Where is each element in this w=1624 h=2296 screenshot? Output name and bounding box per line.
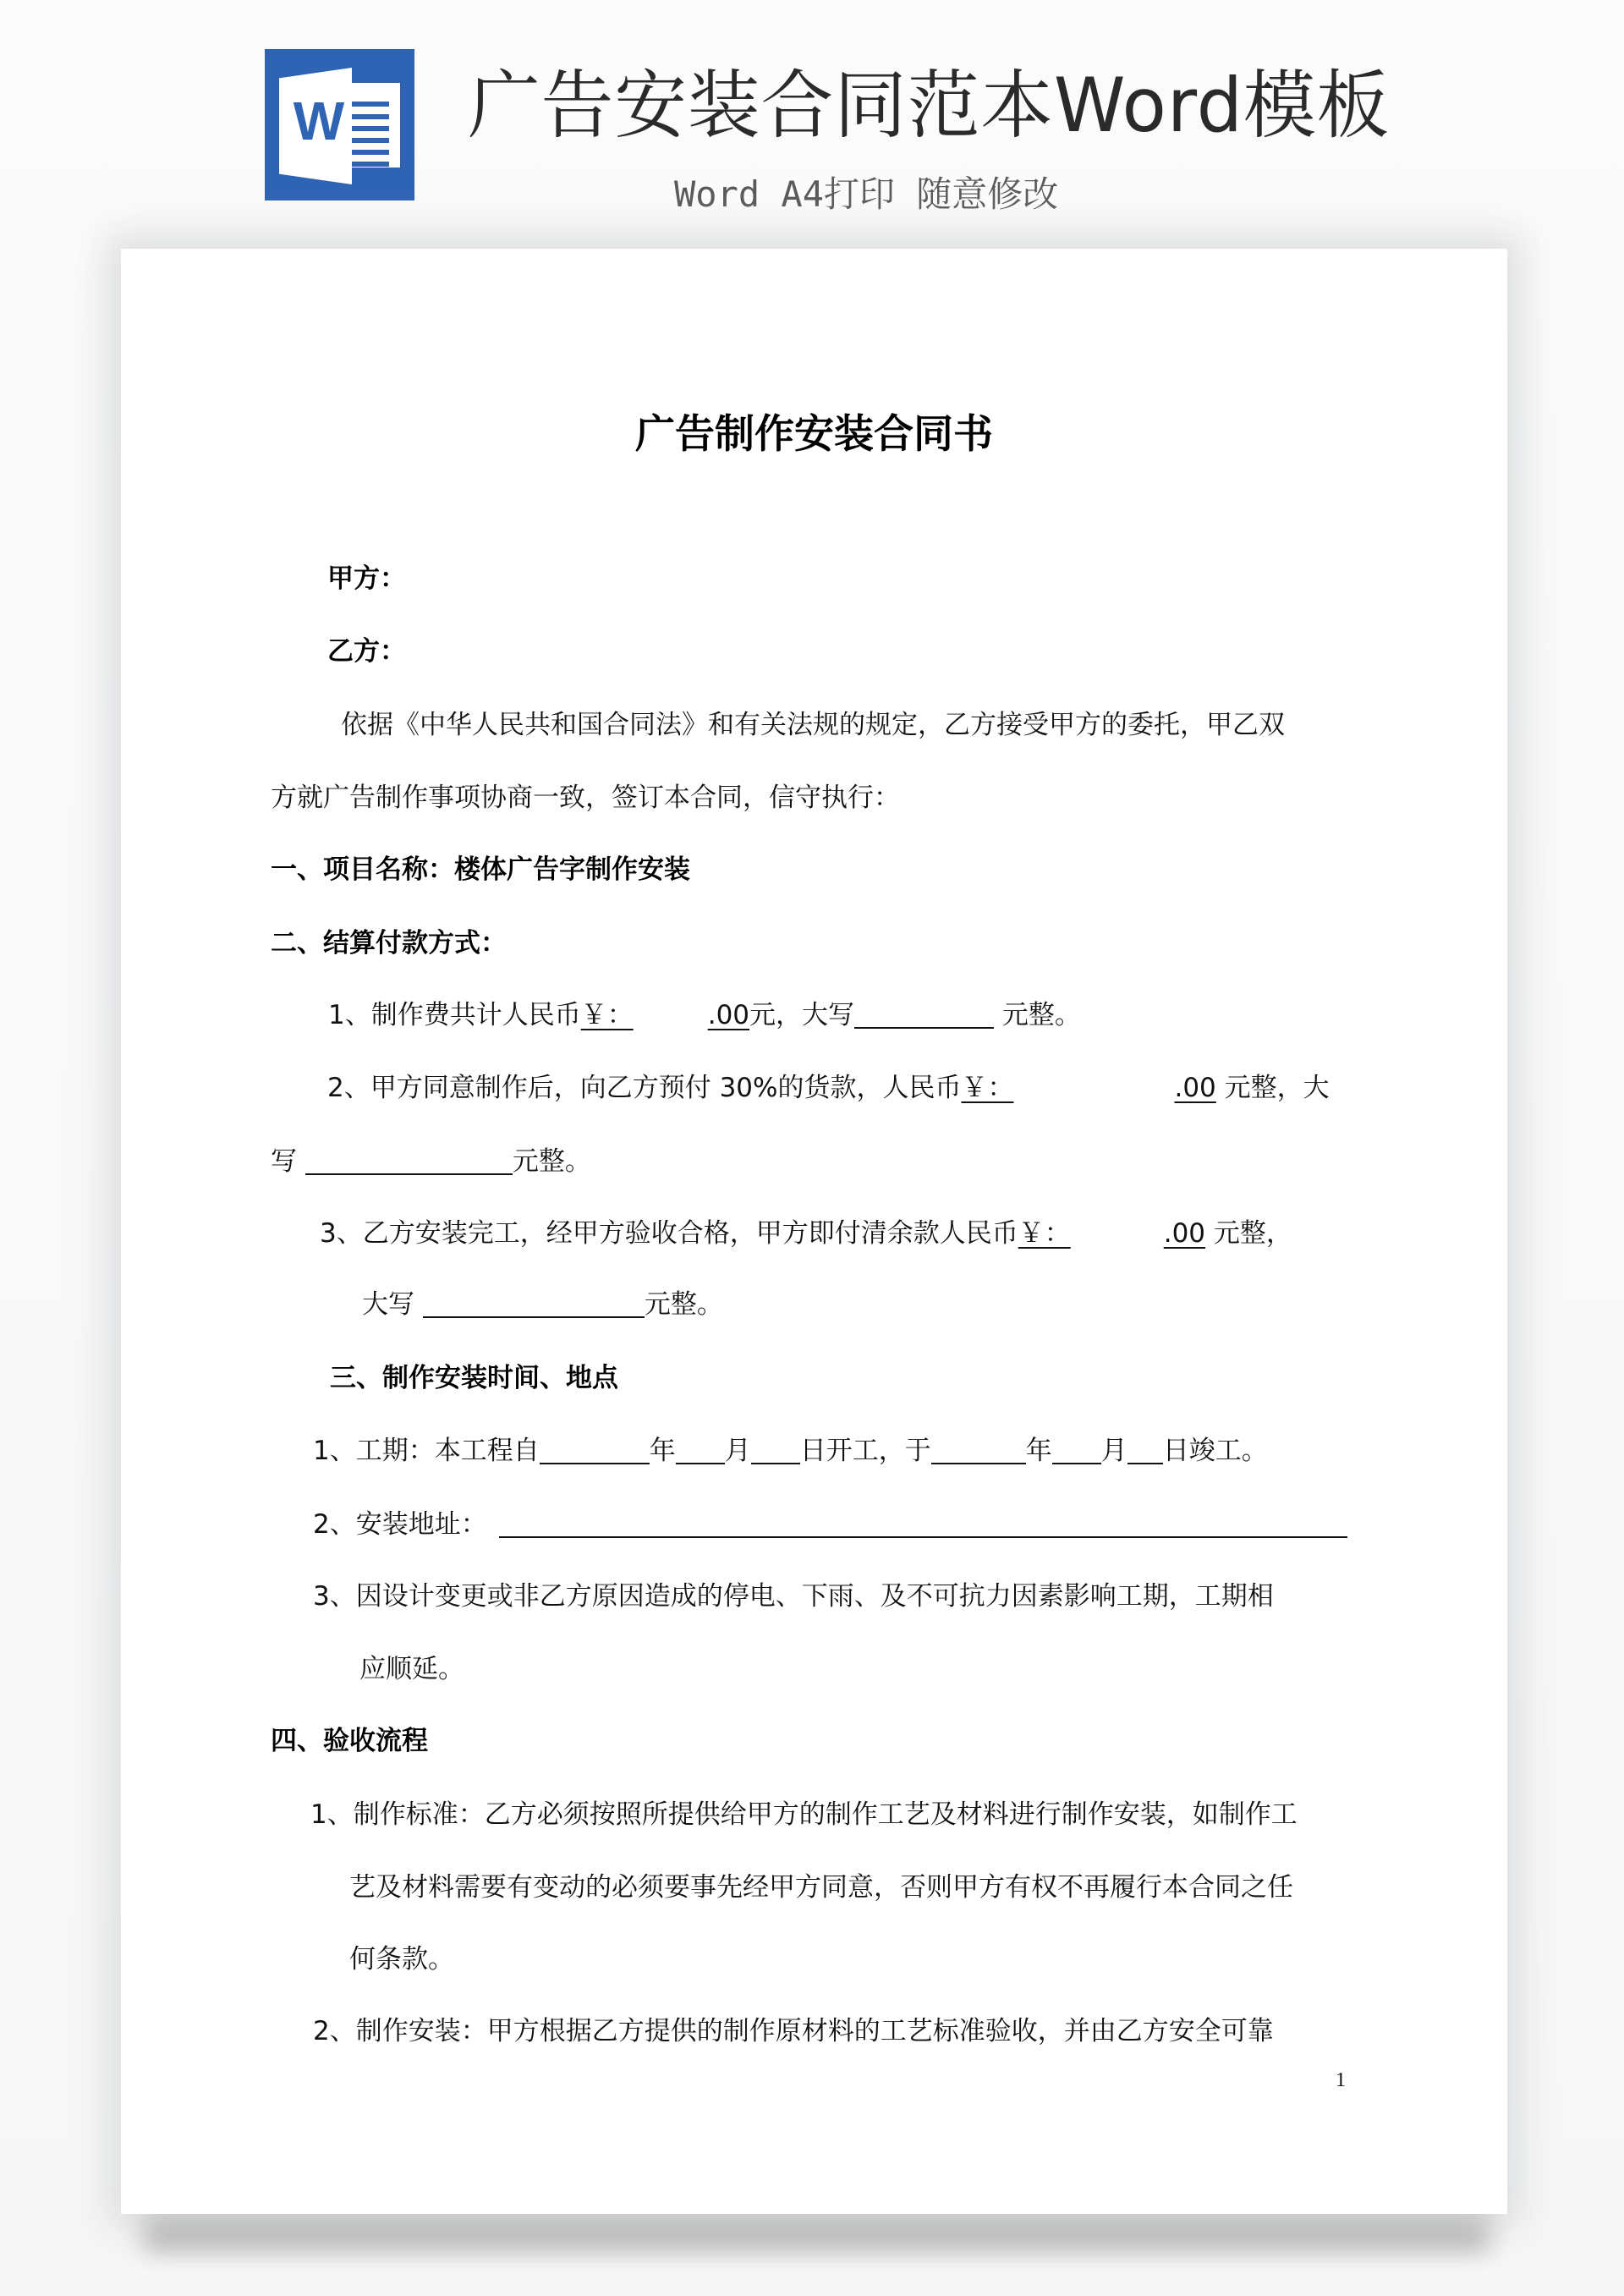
- page-number: 1: [1336, 2069, 1346, 2091]
- schedule-prefix: 1、工期：本工程自: [313, 1436, 540, 1466]
- section-1-heading: 一、项目名称：楼体广告字制作安装: [271, 854, 690, 885]
- schedule-item-3-line-1: 3、因设计变更或非乙方原因造成的停电、下雨、及不可抗力因素影响工期，工期相: [313, 1581, 1274, 1612]
- section-2-heading: 二、结算付款方式：: [271, 928, 507, 958]
- end-day-blank[interactable]: [1127, 1434, 1163, 1464]
- word-icon-line: [351, 102, 389, 107]
- amount-decimals: .00: [1163, 1218, 1206, 1249]
- amount-decimals: .00: [1174, 1073, 1216, 1103]
- payment-item-3-amount[interactable]: [1018, 1218, 1205, 1249]
- month-label: 月: [724, 1436, 751, 1466]
- start-month-blank[interactable]: [676, 1434, 725, 1464]
- party-a-label: 甲方：: [327, 563, 406, 594]
- intro-line-2: 方就广告制作事项协商一致，签订本合同，信守执行：: [271, 783, 900, 813]
- year-label: 年: [1025, 1436, 1052, 1466]
- acceptance-item-1-line-2: 艺及材料需要有变动的必须要事先经甲方同意，否则甲方有权不再履行本合同之任: [349, 1872, 1293, 1903]
- schedule-item-3-line-2: 应顺延。: [359, 1654, 464, 1684]
- acceptance-item-1-line-1: 1、制作标准：乙方必须按照所提供给甲方的制作工艺及材料进行制作安装，如制作工: [310, 1799, 1298, 1830]
- acceptance-item-1-line-3: 何条款。: [349, 1944, 454, 1975]
- word-icon-line: [351, 126, 389, 131]
- payment-item-2-prefix: 2、甲方同意制作后，向乙方预付 30%的货款，人民币: [327, 1073, 962, 1103]
- payment-item-2-cont: [271, 1143, 591, 1180]
- payment-item-3-line2-prefix: 大写: [362, 1289, 423, 1320]
- start-day-blank[interactable]: [751, 1434, 800, 1464]
- section-4-heading: 四、验收流程: [271, 1726, 428, 1756]
- document-page: [121, 249, 1507, 2214]
- acceptance-item-2-line-1: 2、制作安装：甲方根据乙方提供的制作原材料的工艺标准验收，并由乙方安全可靠: [313, 2016, 1274, 2046]
- banner-subtitle: Word A4打印 随意修改: [674, 173, 1059, 215]
- schedule-item-1: [313, 1432, 1268, 1469]
- payment-item-2: [327, 1069, 1330, 1107]
- payment-item-1-amount[interactable]: [581, 1000, 749, 1030]
- payment-item-3-prefix: 3、乙方安装完工，经甲方验收合格，甲方即付清余款人民币: [320, 1218, 1018, 1249]
- word-icon-line: [351, 138, 389, 143]
- payment-item-3-line2-suffix: 元整。: [644, 1289, 723, 1320]
- month-label: 月: [1100, 1436, 1127, 1466]
- word-icon-line: [351, 114, 389, 119]
- word-icon-line: [351, 150, 389, 155]
- payment-item-2-line2-suffix: 元整。: [512, 1146, 591, 1177]
- end-year-blank[interactable]: [931, 1434, 1026, 1464]
- banner: [0, 0, 1624, 237]
- section-3-heading: 三、制作安装时间、地点: [330, 1363, 618, 1393]
- payment-item-1-mid: 元，大写: [749, 1000, 855, 1030]
- end-month-blank[interactable]: [1052, 1434, 1101, 1464]
- amount-in-words-blank[interactable]: [305, 1145, 513, 1175]
- payment-item-1-suffix: 元整。: [994, 1000, 1081, 1030]
- payment-item-3-cont: [362, 1286, 723, 1323]
- document-title: 广告制作安装合同书: [635, 411, 993, 458]
- payment-item-3-suffix: 元整，: [1205, 1218, 1292, 1249]
- currency-symbol: ￥：: [580, 1000, 634, 1030]
- payment-item-2-suffix: 元整，大: [1215, 1073, 1330, 1103]
- payment-item-2-line2-prefix: 写: [271, 1146, 305, 1177]
- word-icon-letter: W: [293, 91, 345, 151]
- address-blank[interactable]: [499, 1508, 1347, 1538]
- end-label: 日竣工。: [1162, 1436, 1268, 1466]
- amount-in-words-blank[interactable]: [854, 998, 994, 1029]
- party-b-label: 乙方：: [327, 636, 406, 667]
- payment-item-1-prefix: 1、制作费共计人民币: [328, 1000, 581, 1030]
- address-label: 2、安装地址：: [313, 1509, 487, 1540]
- word-icon-line: [351, 162, 389, 167]
- document-body: [121, 249, 1507, 2214]
- schedule-item-2: [313, 1506, 1347, 1543]
- year-label: 年: [649, 1436, 676, 1466]
- amount-in-words-blank[interactable]: [423, 1288, 645, 1318]
- amount-decimals: .00: [707, 1000, 750, 1030]
- word-icon-page: [351, 83, 400, 168]
- start-label: 日开工，于: [799, 1436, 931, 1466]
- start-year-blank[interactable]: [540, 1434, 650, 1464]
- intro-line-1: 依据《中华人民共和国合同法》和有关法规的规定，乙方接受甲方的委托，甲乙双: [341, 710, 1285, 740]
- payment-item-2-amount[interactable]: [961, 1073, 1215, 1103]
- currency-symbol: ￥：: [1018, 1218, 1071, 1249]
- banner-title: 广告安装合同范本Word模板: [468, 62, 1391, 149]
- word-icon: [265, 49, 414, 200]
- payment-item-1: [328, 997, 1081, 1034]
- payment-item-3: [320, 1215, 1292, 1252]
- currency-symbol: ￥：: [961, 1073, 1014, 1103]
